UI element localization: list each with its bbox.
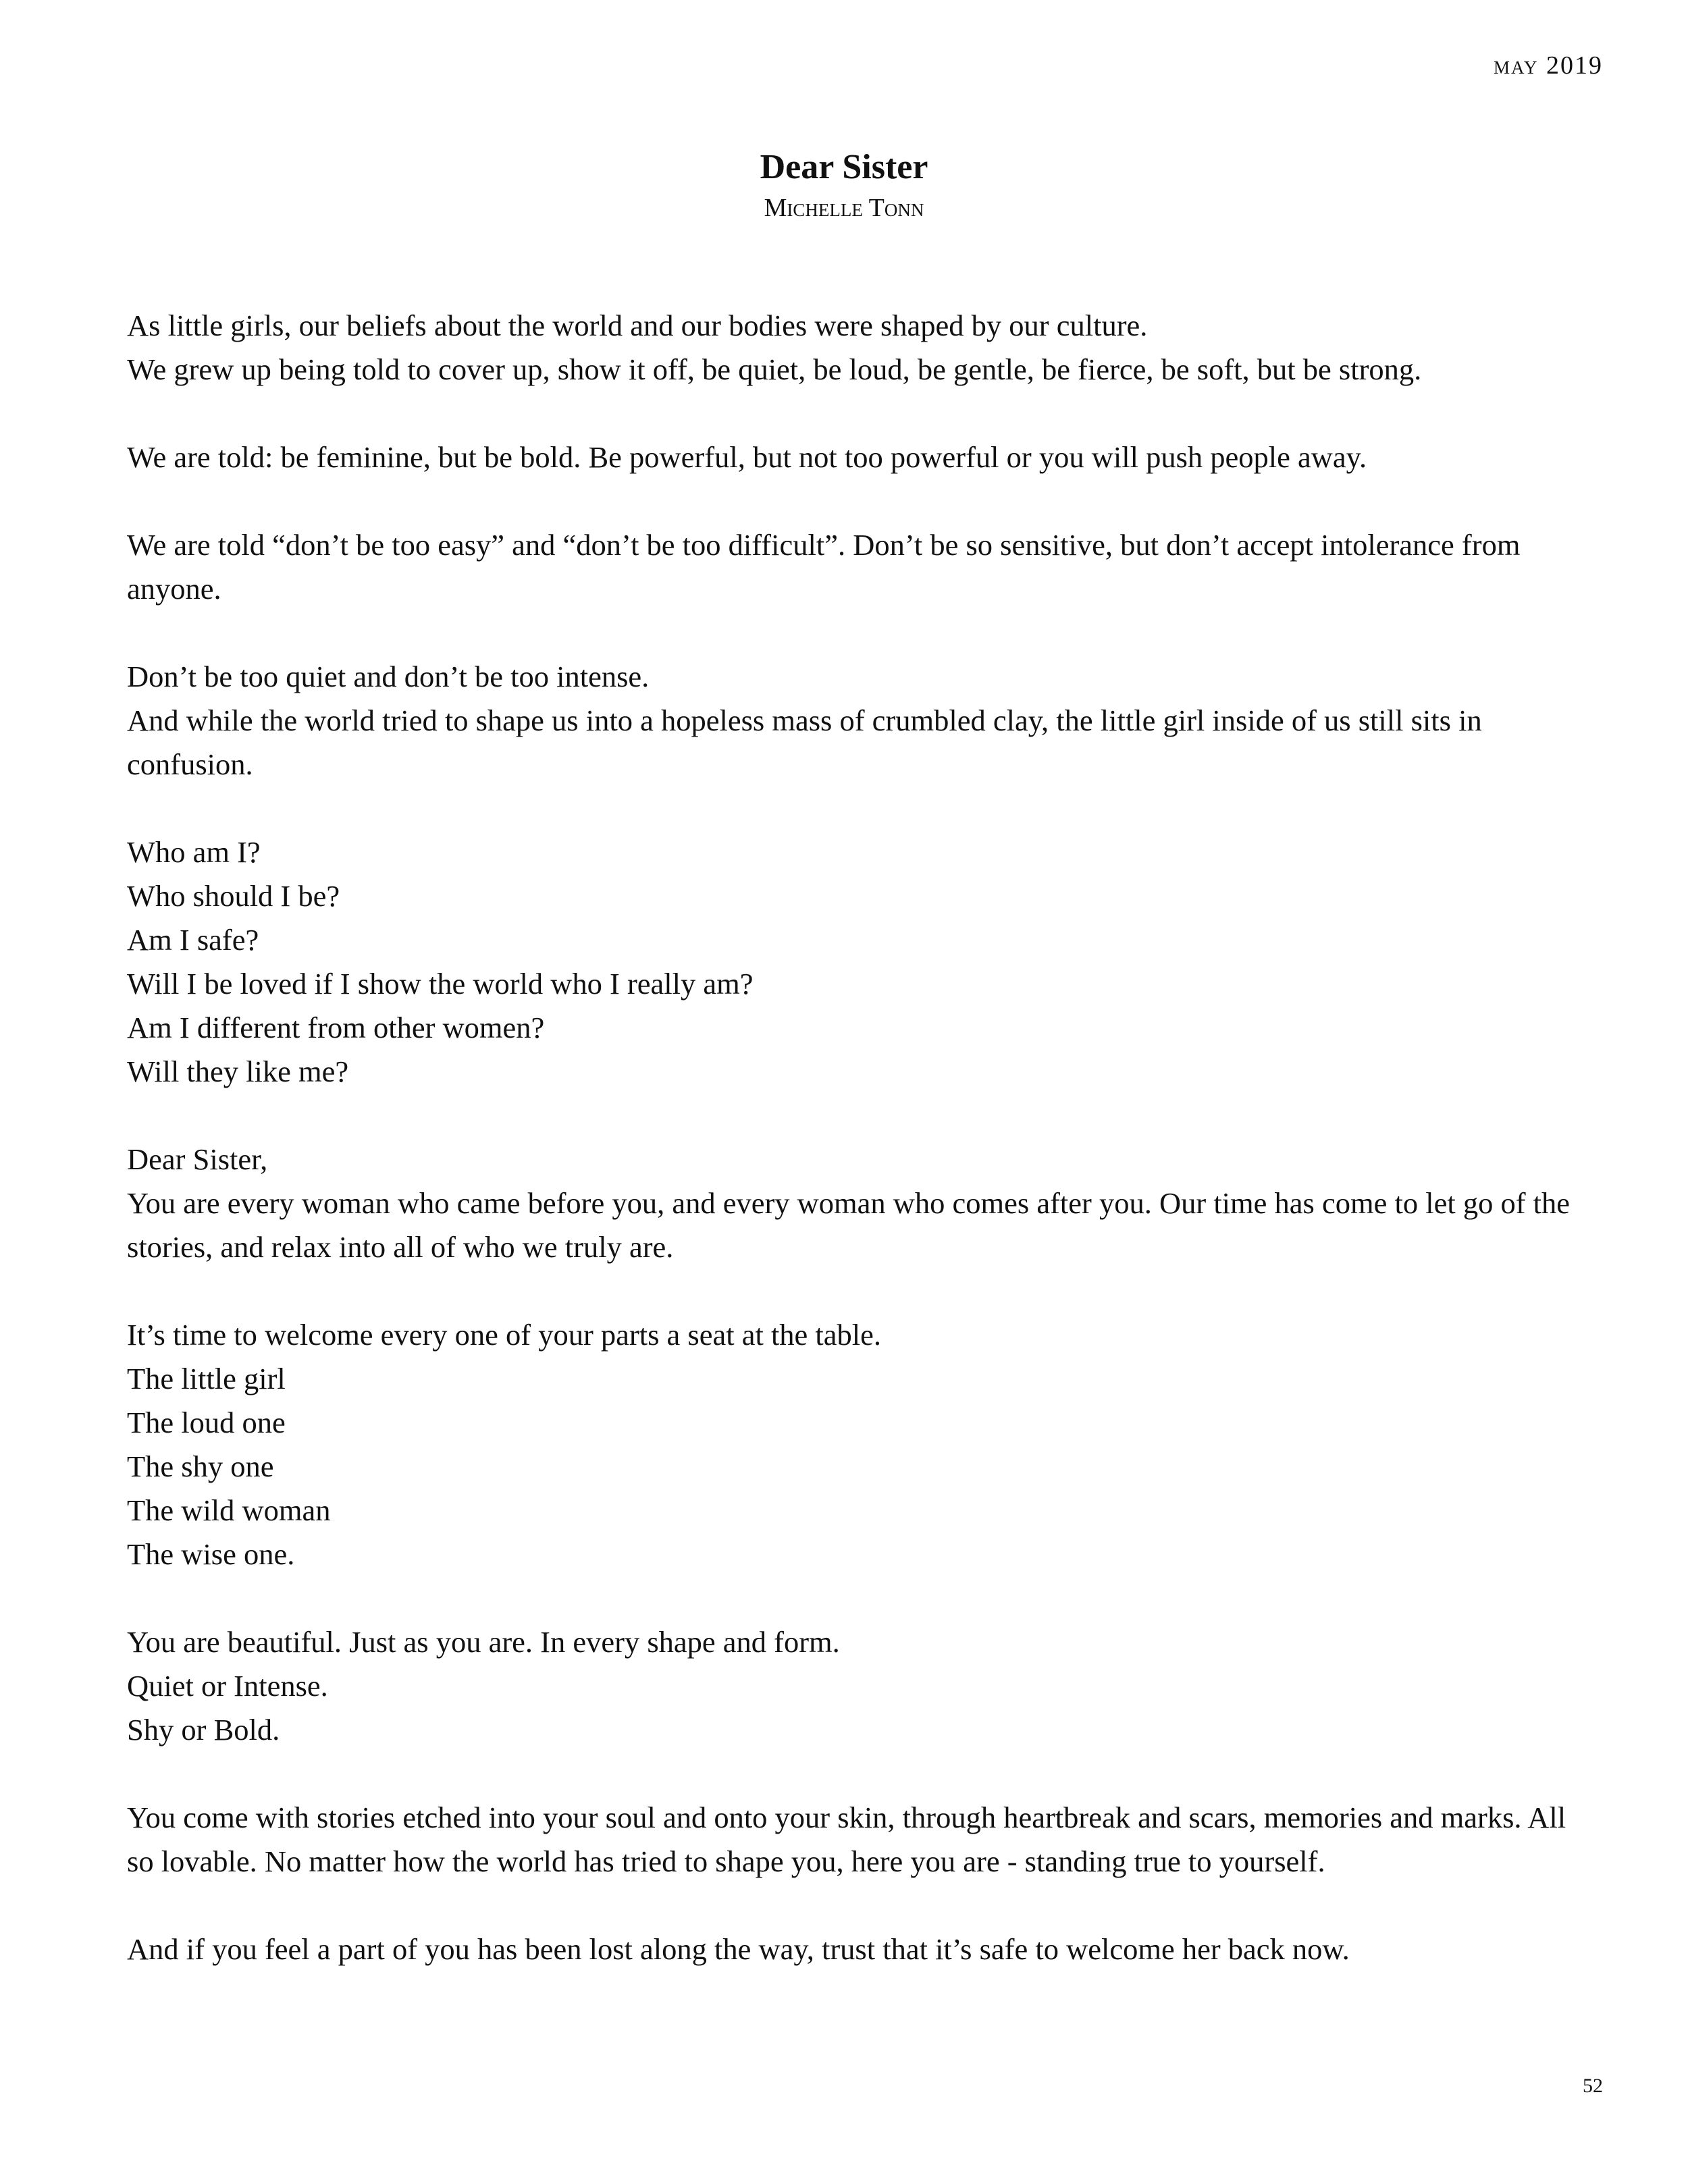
paragraph bbox=[127, 1796, 1572, 1884]
text-line: We are told “don’t be too easy” and “don’t be too difficult”. Don’t be so sensitive, but don’t accept intolerance from anyone. bbox=[127, 528, 1521, 606]
page-number: 52 bbox=[1583, 2075, 1603, 2097]
text-line: And while the world tried to shape us into a hopeless mass of crumbled clay, the little girl inside of us still sits in confusion. bbox=[127, 703, 1482, 781]
text-line: As little girls, our beliefs about the world and our bodies were shaped by our culture. bbox=[127, 309, 1148, 342]
text-line: Am I safe? bbox=[127, 923, 259, 957]
text-line: Who should I be? bbox=[127, 879, 340, 913]
paragraph bbox=[127, 655, 1572, 787]
article-heading bbox=[0, 147, 1688, 223]
article-author: Michelle Tonn bbox=[764, 193, 924, 222]
text-line: Am I different from other women? bbox=[127, 1011, 545, 1044]
paragraph bbox=[127, 304, 1572, 392]
text-line: Dear Sister, bbox=[127, 1142, 268, 1176]
paragraph bbox=[127, 1927, 1572, 1971]
text-line: You come with stories etched into your soul and onto your skin, through heartbreak and scars, memories and marks. All so lovable. No matter how the world has tried to shape you, here you are - standing true to yourself. bbox=[127, 1801, 1566, 1878]
text-line: We grew up being told to cover up, show it off, be quiet, be loud, be gentle, be fierce, be soft, but be strong. bbox=[127, 352, 1422, 386]
text-line: We are told: be feminine, but be bold. Be powerful, but not too powerful or you will push people away. bbox=[127, 440, 1367, 474]
text-line: Quiet or Intense. bbox=[127, 1669, 328, 1703]
text-line: It’s time to welcome every one of your parts a seat at the table. bbox=[127, 1318, 882, 1352]
text-line: Don’t be too quiet and don’t be too intense. bbox=[127, 660, 650, 693]
text-line: You are every woman who came before you, and every woman who comes after you. Our time has come to let go of the stories, and relax into all of who we truly are. bbox=[127, 1186, 1570, 1264]
paragraph bbox=[127, 830, 1572, 1094]
text-line: Will they like me? bbox=[127, 1055, 349, 1088]
article-title: Dear Sister bbox=[760, 148, 928, 186]
paragraph bbox=[127, 523, 1572, 611]
text-line: You are beautiful. Just as you are. In every shape and form. bbox=[127, 1625, 840, 1659]
text-line: Who am I? bbox=[127, 835, 261, 869]
text-line: And if you feel a part of you has been lost along the way, trust that it’s safe to welcome her back now. bbox=[127, 1932, 1350, 1966]
article-body bbox=[127, 304, 1572, 1971]
text-line: The shy one bbox=[127, 1449, 274, 1483]
text-line: Will I be loved if I show the world who I really am? bbox=[127, 967, 754, 1001]
text-line: The loud one bbox=[127, 1406, 286, 1439]
paragraph bbox=[127, 1313, 1572, 1576]
paragraph bbox=[127, 435, 1572, 479]
text-line: The little girl bbox=[127, 1362, 286, 1395]
paragraph bbox=[127, 1620, 1572, 1752]
paragraph bbox=[127, 1138, 1572, 1269]
text-line: The wild woman bbox=[127, 1493, 331, 1527]
text-line: The wise one. bbox=[127, 1537, 295, 1571]
text-line: Shy or Bold. bbox=[127, 1713, 280, 1747]
running-head: may 2019 bbox=[1493, 51, 1603, 80]
